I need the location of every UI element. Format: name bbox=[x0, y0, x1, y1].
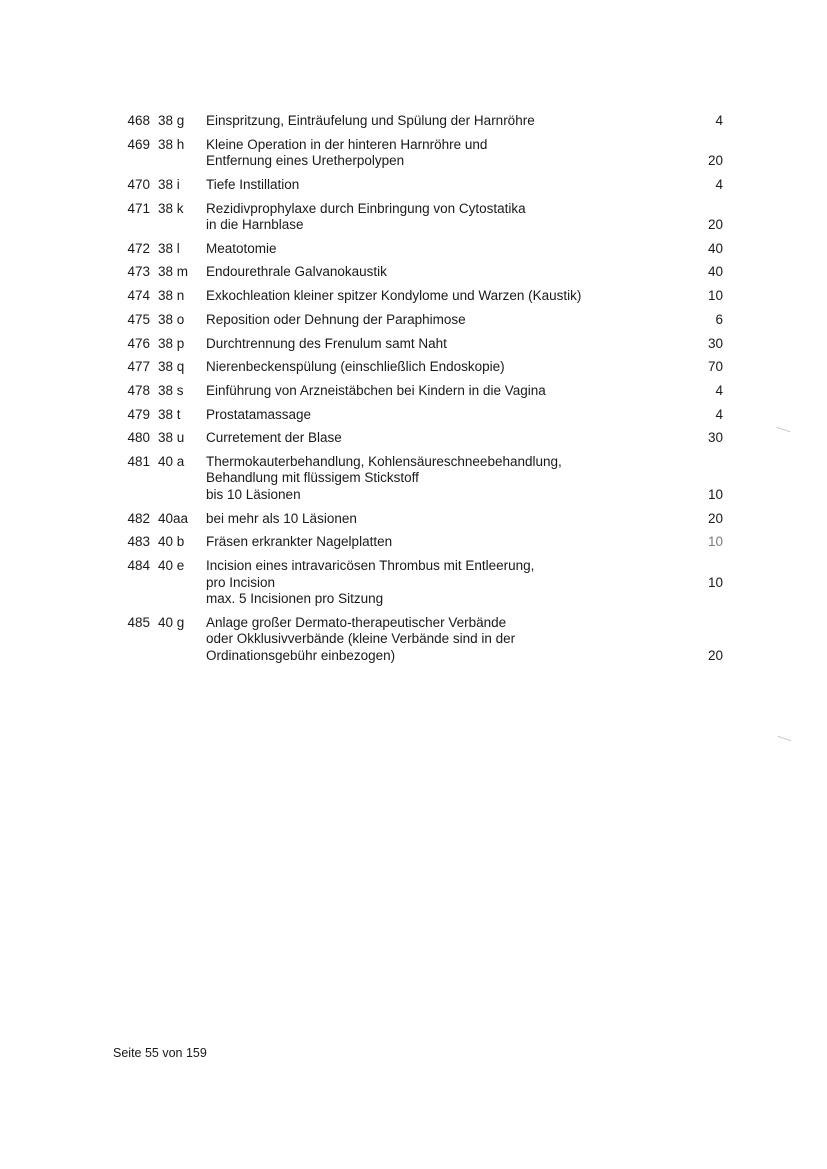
description-line: Fräsen erkrankter Nagelplatten bbox=[206, 534, 393, 550]
item-points: 40 bbox=[707, 264, 723, 280]
item-number: 470 bbox=[127, 176, 150, 192]
item-number: 484 bbox=[127, 558, 150, 573]
description-line: Entfernung eines Uretherpolypen bbox=[206, 153, 405, 169]
item-points: 6 bbox=[715, 311, 723, 327]
item-number: 483 bbox=[127, 534, 150, 550]
item-code: 38 i bbox=[158, 176, 180, 192]
item-number: 468 bbox=[127, 113, 150, 128]
item-number: 473 bbox=[127, 264, 150, 280]
item-code: 40 g bbox=[158, 614, 185, 630]
item-description bbox=[198, 241, 663, 258]
item-code: 40 e bbox=[158, 558, 185, 573]
item-number: 482 bbox=[127, 510, 150, 526]
item-description bbox=[198, 288, 663, 305]
item-number: 480 bbox=[127, 430, 150, 446]
item-description bbox=[198, 534, 663, 551]
description-line: Reposition oder Dehnung der Paraphimose bbox=[206, 311, 466, 327]
item-points: 70 bbox=[707, 359, 723, 375]
item-points: 10 bbox=[707, 574, 723, 590]
table-row bbox=[100, 615, 730, 665]
item-code: 38 g bbox=[158, 113, 185, 128]
item-code: 40aa bbox=[158, 510, 189, 526]
item-points: 30 bbox=[707, 430, 723, 446]
description-line: Incision eines intravaricösen Thrombus mit Entleerung, bbox=[206, 558, 535, 573]
description-line: Anlage großer Dermato-therapeutischer Verbände bbox=[206, 614, 507, 630]
table-row bbox=[100, 113, 730, 130]
item-code: 38 o bbox=[158, 311, 185, 327]
table-row bbox=[100, 288, 730, 305]
item-points: 20 bbox=[707, 510, 723, 526]
description-line: Durchtrennung des Frenulum samt Naht bbox=[206, 335, 447, 351]
item-number: 477 bbox=[127, 359, 150, 375]
item-number: 469 bbox=[127, 136, 150, 152]
table-row bbox=[100, 201, 730, 234]
item-description bbox=[198, 177, 663, 194]
item-points: 4 bbox=[715, 176, 723, 192]
item-number: 479 bbox=[127, 406, 150, 422]
description-line: max. 5 Incisionen pro Sitzung bbox=[206, 591, 384, 606]
table-row bbox=[100, 241, 730, 258]
item-code: 38 k bbox=[158, 200, 184, 216]
table-row bbox=[100, 383, 730, 400]
item-description bbox=[198, 137, 663, 170]
item-description bbox=[198, 383, 663, 400]
item-description bbox=[198, 312, 663, 329]
scan-speck bbox=[776, 427, 791, 435]
table-row bbox=[100, 177, 730, 194]
item-points: 40 bbox=[707, 240, 723, 256]
description-line: Meatotomie bbox=[206, 240, 277, 256]
item-points: 10 bbox=[707, 534, 723, 550]
description-line: oder Okklusivverbände (kleine Verbände sind in der bbox=[206, 631, 516, 647]
item-points: 4 bbox=[715, 113, 723, 128]
description-line: Ordinationsgebühr einbezogen) bbox=[206, 647, 396, 663]
table-row bbox=[100, 430, 730, 447]
item-description bbox=[198, 558, 663, 608]
description-line: Prostatamassage bbox=[206, 406, 312, 422]
item-number: 485 bbox=[127, 614, 150, 630]
table-row bbox=[100, 454, 730, 504]
table-row bbox=[100, 558, 730, 608]
description-line: Endourethrale Galvanokaustik bbox=[206, 264, 387, 280]
description-line: Thermokauterbehandlung, Kohlensäureschneebehandlung, bbox=[206, 453, 562, 469]
item-code: 38 q bbox=[158, 359, 185, 375]
item-code: 40 a bbox=[158, 453, 185, 469]
item-description bbox=[198, 264, 663, 281]
description-line: Einführung von Arzneistäbchen bei Kindern in die Vagina bbox=[206, 382, 546, 398]
table-row bbox=[100, 359, 730, 376]
page-number-footer: Seite 55 von 159 bbox=[113, 1046, 207, 1060]
item-code: 38 l bbox=[158, 240, 180, 256]
table-row bbox=[100, 407, 730, 424]
item-description bbox=[198, 113, 663, 130]
item-points: 4 bbox=[715, 406, 723, 422]
item-description bbox=[198, 615, 663, 665]
item-number: 474 bbox=[127, 288, 150, 304]
table-row bbox=[100, 511, 730, 528]
description-line: Kleine Operation in der hinteren Harnröhre und bbox=[206, 136, 488, 152]
item-points: 30 bbox=[707, 335, 723, 351]
item-code: 40 b bbox=[158, 534, 185, 550]
description-line: Rezidivprophylaxe durch Einbringung von Cytostatika bbox=[206, 200, 526, 216]
item-points: 20 bbox=[707, 217, 723, 233]
item-code: 38 t bbox=[158, 406, 181, 422]
description-line: Nierenbeckenspülung (einschließlich Endoskopie) bbox=[206, 359, 505, 375]
item-code: 38 u bbox=[158, 430, 185, 446]
item-points: 10 bbox=[707, 288, 723, 304]
description-line: pro Incision bbox=[206, 574, 276, 590]
item-description bbox=[198, 359, 663, 376]
table-row bbox=[100, 264, 730, 281]
item-points: 4 bbox=[715, 382, 723, 398]
description-line: Curretement der Blase bbox=[206, 430, 342, 446]
description-line: in die Harnblase bbox=[206, 217, 304, 233]
item-number: 471 bbox=[127, 200, 150, 216]
description-line: bis 10 Läsionen bbox=[206, 486, 301, 502]
description-line: Exkochleation kleiner spitzer Kondylome und Warzen (Kaustik) bbox=[206, 288, 582, 304]
item-description bbox=[198, 201, 663, 234]
table-row bbox=[100, 312, 730, 329]
description-line: Behandlung mit flüssigem Stickstoff bbox=[206, 470, 419, 486]
item-number: 472 bbox=[127, 240, 150, 256]
description-line: Tiefe Instillation bbox=[206, 176, 300, 192]
description-line: Einspritzung, Einträufelung und Spülung der Harnröhre bbox=[206, 113, 535, 128]
item-code: 38 p bbox=[158, 335, 185, 351]
item-description bbox=[198, 454, 663, 504]
table-row bbox=[100, 137, 730, 170]
item-number: 478 bbox=[127, 382, 150, 398]
table-row bbox=[100, 336, 730, 353]
fee-schedule-table bbox=[100, 113, 730, 664]
item-code: 38 h bbox=[158, 136, 185, 152]
item-description bbox=[198, 407, 663, 424]
item-points: 20 bbox=[707, 153, 723, 169]
item-points: 10 bbox=[707, 486, 723, 502]
item-description bbox=[198, 511, 663, 528]
item-description bbox=[198, 336, 663, 353]
table-row bbox=[100, 534, 730, 551]
item-number: 476 bbox=[127, 335, 150, 351]
item-description bbox=[198, 430, 663, 447]
item-code: 38 s bbox=[158, 382, 184, 398]
item-points: 20 bbox=[707, 647, 723, 663]
item-number: 475 bbox=[127, 311, 150, 327]
item-code: 38 m bbox=[158, 264, 189, 280]
item-code: 38 n bbox=[158, 288, 185, 304]
scan-speck bbox=[777, 736, 792, 744]
item-number: 481 bbox=[127, 453, 150, 469]
description-line: bei mehr als 10 Läsionen bbox=[206, 510, 357, 526]
